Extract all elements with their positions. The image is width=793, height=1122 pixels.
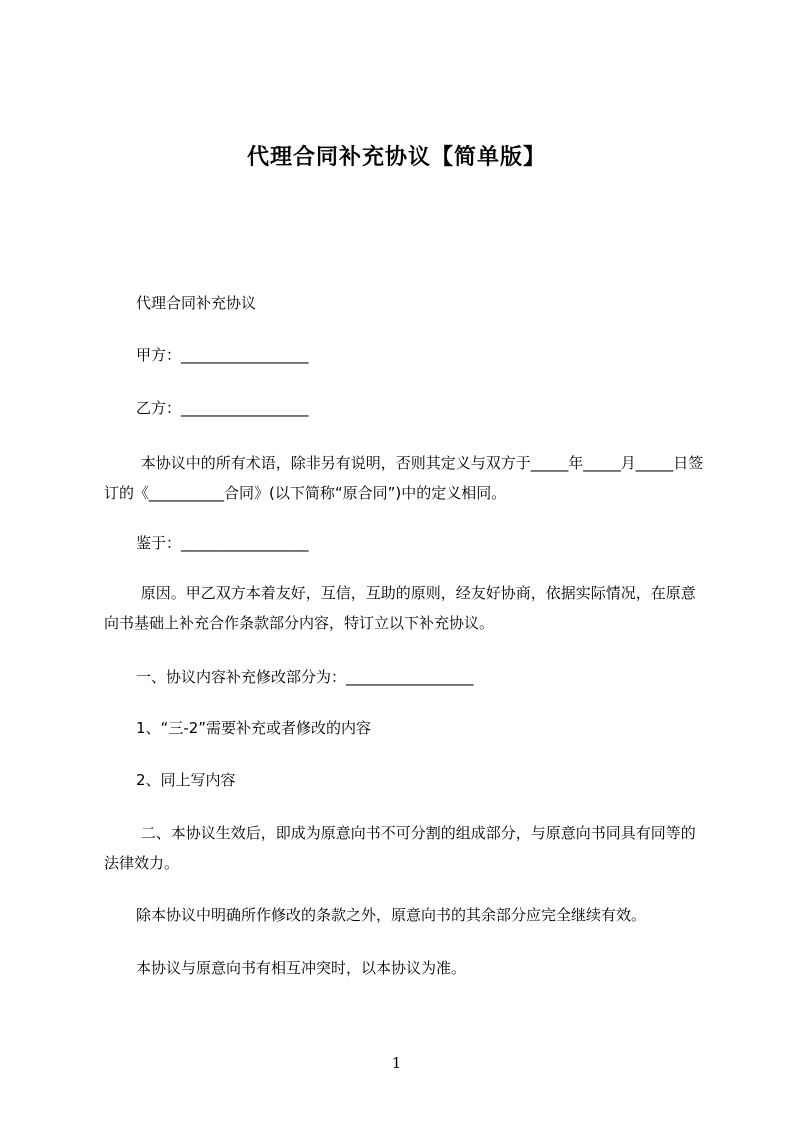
clause-1-item-2: 2、同上写内容 xyxy=(136,771,236,789)
whereas-line: 鉴于：_________________ xyxy=(136,534,309,552)
party-a-line: 甲方：_________________ xyxy=(136,346,309,364)
paragraph-remaining-validity: 除本协议中明确所作修改的条款之外，原意向书的其余部分应完全继续有效。 xyxy=(136,906,647,924)
clause-1-heading: 一、协议内容补充修改部分为：_________________ xyxy=(136,668,474,686)
page-number: 1 xyxy=(391,1054,402,1072)
paragraph-conflict-rule: 本协议与原意向书有相互冲突时，以本协议为准。 xyxy=(136,959,467,977)
party-b-line: 乙方：_________________ xyxy=(136,399,309,417)
paragraph-subtitle: 代理合同补充协议 xyxy=(136,294,257,312)
paragraph-reason: 原因。甲乙双方本着友好，互信，互助的原则，经友好协商，依据实际情况，在原意向书基础上补充合作条款部分内容，特订立以下补充协议。 xyxy=(104,584,696,632)
clause-2-effectiveness: 二、本协议生效后，即成为原意向书不可分割的组成部分，与原意向书同具有同等的法律效力。 xyxy=(104,824,696,872)
paragraph-terms-definition: 本协议中的所有术语，除非另有说明，否则其定义与双方于_____年_____月_____日签订的《__________合同》(以下简称“原合同”)中的定义相同。 xyxy=(104,454,704,502)
clause-1-item-1: 1、“三-2”需要补充或者修改的内容 xyxy=(136,719,372,737)
document-title: 代理合同补充协议【简单版】 xyxy=(246,145,546,170)
